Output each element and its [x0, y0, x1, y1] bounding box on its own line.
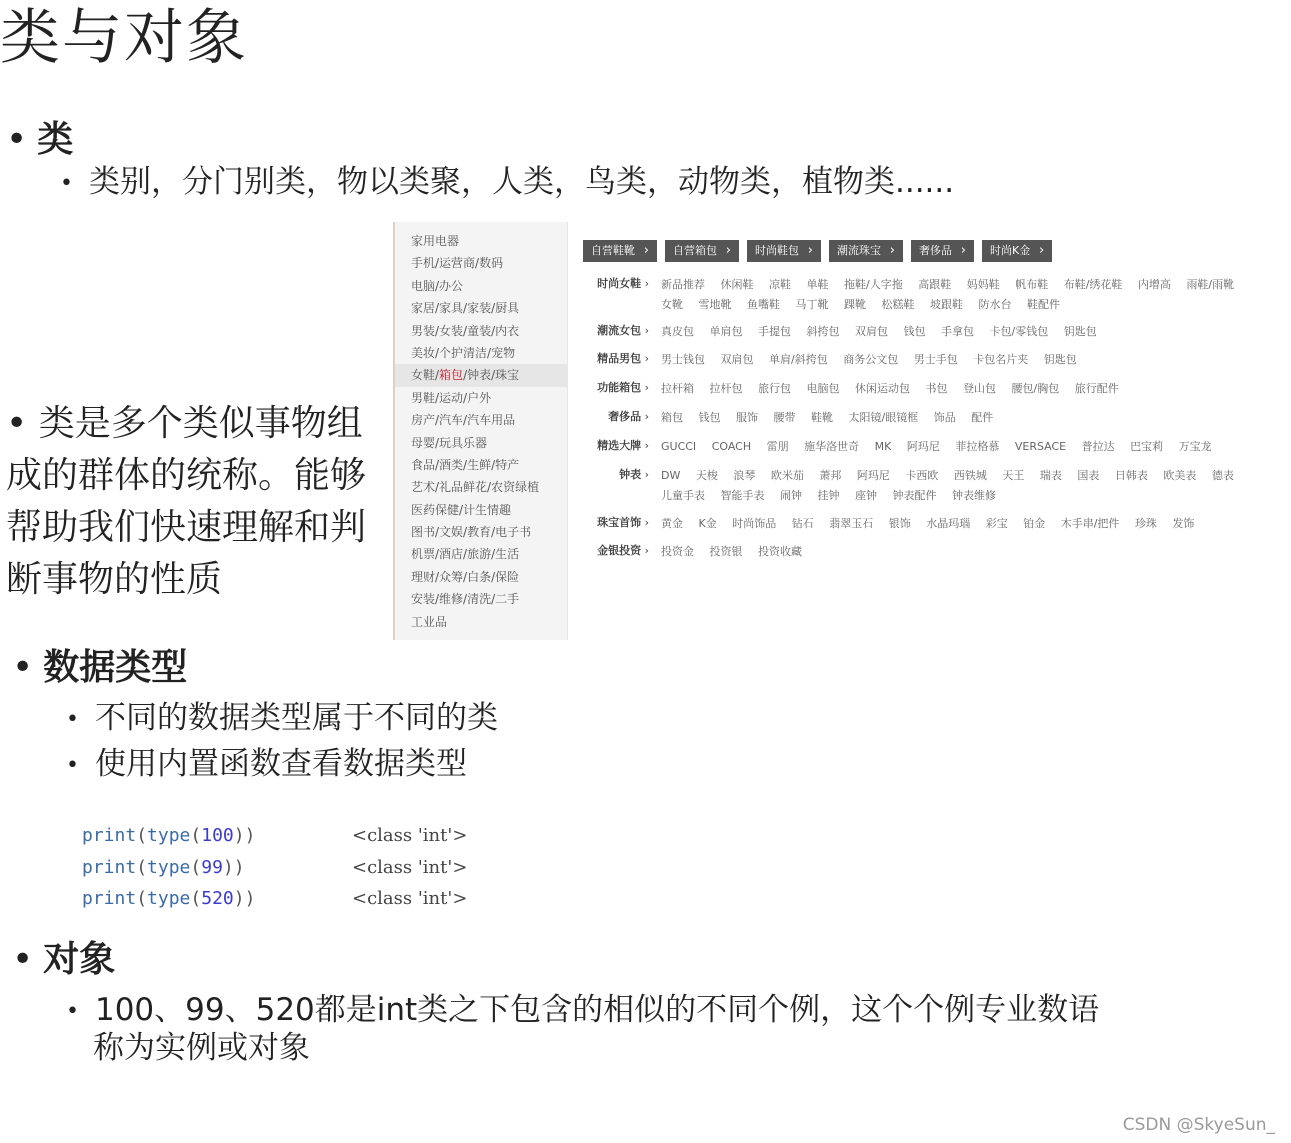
subcategory-link[interactable]: 鞋靴 [811, 411, 833, 424]
code-line [82, 883, 255, 915]
subcategory-link[interactable]: 新品推荐 [661, 278, 705, 291]
subcategory-row-label[interactable]: 精选大牌 › [583, 437, 649, 455]
subcategory-row-label[interactable]: 金银投资 › [583, 542, 649, 560]
subcategory-link[interactable]: 发饰 [1172, 517, 1195, 530]
subcategory-link[interactable]: 腰带 [773, 411, 796, 424]
object-bullet-line1: 100、99、520都是int类之下包含的相似的不同个例，这个个例专业数语 [94, 992, 1100, 1028]
code-token: )) [233, 888, 256, 909]
code-token: type [147, 856, 191, 878]
code-line [82, 852, 255, 884]
subcategory-link[interactable]: 男士手包 [913, 353, 958, 366]
subcategory-link[interactable]: 妈妈鞋 [966, 278, 1000, 291]
subcategory-link[interactable]: 内增高 [1137, 278, 1171, 291]
subcategory-link[interactable]: 松糕鞋 [881, 298, 915, 311]
bullet-icon: • [66, 998, 79, 1024]
subcategory-link[interactable]: 钱包 [903, 325, 926, 338]
subcategory-link[interactable]: COACH [711, 440, 752, 453]
section-heading-object [12, 938, 115, 982]
category-item[interactable]: 工业品 [411, 614, 448, 629]
subcategory-link[interactable]: 欧美表 [1163, 469, 1197, 482]
subcategory-link[interactable]: 珍珠 [1134, 517, 1157, 530]
subcategory-link[interactable]: 马丁靴 [795, 298, 829, 311]
subcategory-link[interactable]: 高跟鞋 [918, 278, 952, 291]
subcategory-link[interactable]: 阿玛尼 [856, 469, 890, 482]
subcategory-link[interactable]: 书包 [925, 382, 948, 395]
code-token: ( [190, 856, 202, 878]
category-item[interactable]: 家居/家具/家装/厨具 [411, 301, 520, 316]
subcategory-link[interactable]: 防水台 [978, 298, 1012, 311]
category-item[interactable]: 医药保健/计生情趣 [411, 502, 512, 517]
bullet-icon: • [66, 706, 79, 732]
top-tag[interactable]: 奢侈品 › [911, 240, 974, 262]
category-item[interactable]: 男装/女装/童装/内衣 [411, 323, 520, 338]
subcategory-link[interactable]: 普拉达 [1081, 440, 1115, 453]
code-token: 100 [201, 825, 234, 846]
code-token: ( [136, 888, 148, 909]
subcategory-link[interactable]: GUCCI [661, 440, 697, 453]
code-token: )) [233, 825, 256, 846]
subcategory-link[interactable]: 旅行配件 [1074, 382, 1119, 395]
subcategory-items [661, 437, 1261, 457]
top-tag[interactable]: 时尚K金 › [982, 240, 1052, 262]
subcategory-items [661, 542, 1261, 562]
subcategory-items [661, 379, 1261, 399]
subcategory-link[interactable]: VERSACE [1014, 440, 1067, 453]
output-line: <class 'int'> [352, 856, 468, 878]
subcategory-link[interactable]: 拉杆箱 [661, 382, 694, 395]
subcategory-link[interactable]: 投资金 [661, 545, 694, 558]
subcategory-link[interactable]: 彩宝 [985, 517, 1008, 530]
subcategory-items [661, 408, 1261, 428]
subcategory-link[interactable]: 钥匙包 [1043, 353, 1077, 366]
subcategory-link[interactable]: 双肩包 [720, 353, 754, 366]
category-item[interactable]: 男鞋/运动/户外 [411, 390, 492, 405]
output-line: <class 'int'> [352, 888, 468, 909]
subcategory-link[interactable]: 登山包 [963, 382, 996, 395]
subcategory-link[interactable]: 鞋配件 [1027, 298, 1060, 311]
subcategory-link[interactable]: DW [661, 469, 681, 482]
code-token: ( [190, 825, 202, 846]
bullet-icon: • [6, 403, 39, 444]
bullet-icon: • [6, 119, 28, 160]
code-output [352, 820, 467, 915]
section-heading-text: 类 [37, 119, 74, 160]
class-bullet-text: 类别，分门别类，物以类聚，人类，鸟类，动物类，植物类...... [88, 164, 955, 200]
category-item[interactable]: 理财/众筹/白条/保险 [411, 569, 520, 584]
subcategory-link[interactable]: 铂金 [1023, 517, 1046, 530]
subcategory-row-label[interactable]: 钟表 › [583, 466, 649, 484]
category-item[interactable]: 安装/维修/清洗/二手 [411, 592, 520, 607]
data-types-bullet-2 [66, 744, 467, 786]
subcategory-row-label[interactable]: 功能箱包 › [583, 379, 649, 397]
subcategory-link[interactable]: 真皮包 [661, 325, 694, 338]
bullet-icon: • [12, 939, 34, 980]
subcategory-items [661, 350, 1261, 370]
category-item[interactable]: 艺术/礼品鲜花/农资绿植 [411, 480, 540, 495]
category-item[interactable]: 母婴/玩具乐器 [411, 435, 488, 450]
category-item[interactable]: 房产/汽车/汽车用品 [411, 413, 516, 428]
code-token: ( [136, 856, 148, 878]
class-bullet [60, 162, 954, 204]
subcategory-link[interactable]: 瑞表 [1039, 469, 1062, 482]
subcategory-link[interactable]: K金 [698, 517, 717, 530]
watermark: CSDN @SkyeSun_ [1122, 1115, 1275, 1135]
subcategory-row-label[interactable]: 奢侈品 › [583, 408, 649, 426]
subcategory-link[interactable]: 布鞋/绣花鞋 [1063, 278, 1123, 291]
subcategory-link[interactable]: 翡翠玉石 [829, 517, 874, 530]
category-item[interactable]: 食品/酒类/生鲜/特产 [411, 457, 520, 472]
section-heading-text: 对象 [43, 939, 116, 980]
subcategory-link[interactable]: 儿童手表 [661, 489, 705, 502]
category-item[interactable]: 机票/酒店/旅游/生活 [411, 547, 520, 562]
section-heading-data-types [12, 646, 187, 690]
mall-top-tags [583, 239, 1060, 261]
data-types-bullet-1 [66, 698, 498, 740]
top-tag[interactable]: 时尚鞋包 › [747, 240, 821, 262]
subcategory-link[interactable]: 斜挎包 [806, 325, 840, 338]
subcategory-link[interactable]: 单肩包 [709, 325, 743, 338]
subcategory-link[interactable]: 挂钟 [817, 489, 840, 502]
subcategory-link[interactable]: 钱包 [698, 411, 721, 424]
top-tag[interactable]: 潮流珠宝 › [829, 240, 903, 262]
code-line [82, 820, 255, 852]
bullet-text: 使用内置函数查看数据类型 [94, 746, 467, 782]
subcategory-link[interactable]: 雨鞋/雨靴 [1186, 278, 1235, 291]
bullet-icon: • [12, 647, 34, 688]
object-bullet-line2: 称为实例或对象 [93, 1030, 310, 1066]
subcategory-link[interactable]: 卡包/零钱包 [989, 325, 1049, 338]
subcategory-link[interactable]: 雷朋 [766, 440, 789, 453]
subcategory-link[interactable]: 服饰 [736, 411, 758, 424]
subcategory-link[interactable]: 商务公文包 [843, 353, 899, 366]
class-definition-paragraph [6, 398, 376, 606]
subcategory-link[interactable]: 钻石 [791, 517, 814, 530]
subcategory-row-label[interactable]: 精品男包 › [583, 350, 649, 368]
subcategory-link[interactable]: 巴宝莉 [1130, 440, 1164, 453]
category-label: 女鞋/ [411, 368, 440, 383]
code-token: 520 [201, 888, 234, 909]
subcategory-link[interactable]: 旅行包 [758, 382, 791, 395]
category-label: /钟表/珠宝 [463, 368, 520, 383]
section-heading-text: 数据类型 [43, 647, 188, 688]
code-token: 99 [201, 856, 223, 878]
subcategory-link[interactable]: 德表 [1211, 469, 1234, 482]
category-item[interactable] [395, 364, 567, 386]
subcategory-link[interactable]: 双肩包 [855, 325, 888, 338]
subcategory-row-label[interactable]: 珠宝首饰 › [583, 514, 649, 532]
subcategory-items [661, 466, 1261, 506]
subcategory-row-label[interactable]: 时尚女鞋 › [583, 275, 649, 293]
subcategory-link[interactable]: 投资收藏 [758, 545, 802, 558]
subcategory-link[interactable]: 钟表配件 [892, 489, 937, 502]
subcategory-items [661, 514, 1261, 534]
subcategory-link[interactable]: 木手串/把件 [1060, 517, 1120, 530]
bullet-icon: • [66, 752, 79, 778]
page-title: 类与对象 [0, 3, 248, 73]
subcategory-link[interactable]: 智能手表 [720, 489, 765, 502]
subcategory-link[interactable]: 卡西欧 [905, 469, 939, 482]
subcategory-items [661, 322, 1261, 342]
subcategory-link[interactable]: 单鞋 [806, 278, 829, 291]
category-item[interactable]: 电脑/办公 [411, 278, 464, 293]
subcategory-link[interactable]: 钟表维修 [952, 489, 996, 502]
subcategory-link[interactable]: MK [874, 440, 892, 453]
top-tag[interactable]: 自营箱包 › [665, 240, 739, 262]
subcategory-link[interactable]: 男士钱包 [661, 353, 705, 366]
subcategory-link[interactable]: 水晶玛瑙 [926, 517, 971, 530]
subcategory-link[interactable]: 天梭 [695, 469, 718, 482]
subcategory-link[interactable]: 日韩表 [1114, 469, 1148, 482]
subcategory-link[interactable]: 拉杆包 [709, 382, 743, 395]
subcategory-link[interactable]: 时尚饰品 [732, 517, 777, 530]
category-item[interactable]: 家用电器 [411, 234, 460, 248]
subcategory-link[interactable]: 箱包 [661, 411, 683, 424]
category-item[interactable]: 手机/运营商/数码 [411, 256, 504, 271]
subcategory-link[interactable]: 踝靴 [844, 298, 866, 311]
top-tag[interactable]: 自营鞋靴 › [583, 240, 657, 262]
subcategory-link[interactable]: 菲拉格慕 [955, 440, 1000, 453]
subcategory-link[interactable]: 太阳镜/眼镜框 [848, 411, 919, 424]
subcategory-link[interactable]: 银饰 [888, 517, 911, 530]
subcategory-link[interactable]: 拖鞋/人字拖 [844, 278, 903, 291]
subcategory-link[interactable]: 单肩/斜挎包 [769, 353, 828, 366]
subcategory-link[interactable]: 天王 [1002, 469, 1025, 482]
subcategory-row-label[interactable]: 潮流女包 › [583, 322, 649, 340]
subcategory-link[interactable]: 休闲运动包 [855, 382, 910, 395]
mall-category-menu [393, 222, 568, 640]
subcategory-link[interactable]: 女靴 [661, 298, 683, 311]
subcategory-link[interactable]: 雪地靴 [698, 298, 732, 311]
code-token: type [147, 888, 191, 909]
category-item[interactable]: 美妆/个护清洁/宠物 [411, 345, 516, 360]
subcategory-link[interactable]: 休闲鞋 [720, 278, 754, 291]
subcategory-link[interactable]: 万宝龙 [1178, 440, 1212, 453]
bullet-text: 不同的数据类型属于不同的类 [94, 700, 498, 736]
code-token: print [82, 856, 137, 878]
subcategory-link[interactable]: 腰包/胸包 [1011, 382, 1060, 395]
subcategory-link[interactable]: 钥匙包 [1063, 325, 1097, 338]
subcategory-link[interactable]: 坡跟鞋 [930, 298, 963, 311]
code-token: ( [136, 825, 148, 846]
subcategory-link[interactable]: 欧米茄 [770, 469, 804, 482]
subcategory-link[interactable]: 闹钟 [780, 489, 802, 502]
output-line: <class 'int'> [352, 825, 468, 846]
subcategory-link[interactable]: 凉鞋 [769, 278, 791, 291]
subcategory-link[interactable]: 黄金 [661, 517, 683, 530]
code-token: ( [190, 888, 202, 909]
code-token: type [147, 825, 191, 846]
bullet-icon: • [60, 170, 73, 196]
subcategory-link[interactable]: 萧邦 [819, 469, 842, 482]
subcategory-link[interactable]: 饰品 [933, 411, 956, 424]
subcategory-link[interactable]: 手提包 [758, 325, 791, 338]
subcategory-link[interactable]: 西铁城 [953, 469, 987, 482]
subcategory-link[interactable]: 帆布鞋 [1015, 278, 1049, 291]
code-token: )) [222, 856, 245, 878]
object-bullet-continued [93, 1028, 310, 1068]
subcategory-link[interactable]: 卡包名片夹 [973, 353, 1029, 366]
subcategory-link[interactable]: 座钟 [855, 489, 877, 502]
code-block [82, 820, 255, 915]
subcategory-link[interactable]: 施华洛世奇 [804, 440, 860, 453]
subcategory-link[interactable]: 手拿包 [941, 325, 974, 338]
category-item[interactable]: 图书/文娱/教育/电子书 [411, 525, 532, 540]
subcategory-link[interactable]: 配件 [971, 411, 994, 424]
subcategory-items [661, 275, 1261, 315]
category-highlight: 箱包 [439, 368, 464, 383]
subcategory-link[interactable]: 阿玛尼 [906, 440, 940, 453]
section-heading-class [6, 118, 73, 162]
code-token: print [82, 888, 137, 909]
object-bullet [66, 990, 1099, 1032]
subcategory-link[interactable]: 电脑包 [806, 382, 840, 395]
subcategory-link[interactable]: 鱼嘴鞋 [747, 298, 780, 311]
subcategory-link[interactable]: 投资银 [709, 545, 743, 558]
code-token: print [82, 825, 137, 846]
subcategory-link[interactable]: 浪琴 [733, 469, 756, 482]
class-definition-text: 类是多个类似事物组成的群体的统称。能够帮助我们快速理解和判断事物的性质 [6, 403, 367, 600]
subcategory-link[interactable]: 国表 [1077, 469, 1100, 482]
